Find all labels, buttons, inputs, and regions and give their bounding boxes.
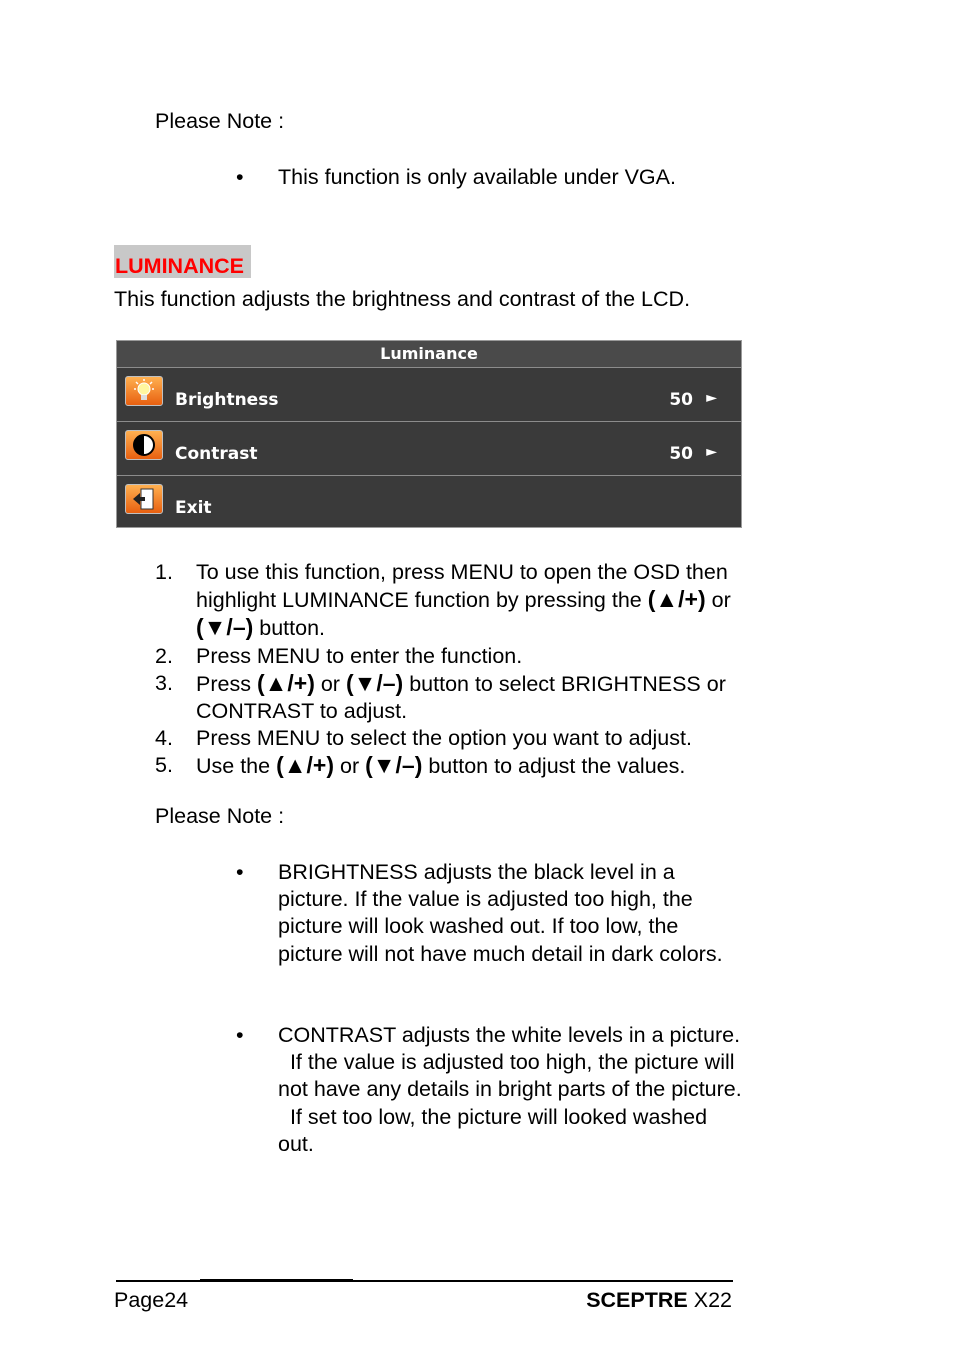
or-text: or [320,671,340,696]
bullet-dot: • [236,860,244,884]
step-number: 4. [155,726,173,751]
down-minus-key: (▼/–) [365,752,423,779]
up-plus-key: (▲/+) [647,586,706,613]
brightness-icon [125,376,163,406]
exit-icon [125,484,163,514]
step-text: button to select BRIGHTNESS or CONTRAST to adjust. [196,671,726,724]
step-text: button. [259,616,325,641]
step-text: Press MENU to enter the function. [196,643,523,668]
note-label-1: Please Note : [155,109,285,133]
brand-name: SCEPTRE [586,1288,688,1312]
step-number: 5. [155,753,173,778]
down-minus-key: (▼/–) [345,669,404,696]
model-name: X22 [693,1288,732,1312]
osd-label-brightness: Brightness [175,390,279,410]
step-text: Press MENU to select the option you want to adjust. [196,726,692,751]
up-plus-key: (▲/+) [256,669,315,696]
osd-title: Luminance [117,341,741,368]
step-4 [155,725,755,752]
section-description: This function adjusts the brightness and contrast of the LCD. [114,287,691,311]
bullet-text-contrast: CONTRAST adjusts the white levels in a picture. If the value is adjusted too high, the picture will not have any details in bright parts of the picture. If set too low, the picture will looked washed out. [278,1023,742,1156]
step-number: 1. [155,560,173,584]
steps-list [155,559,755,781]
up-plus-key: (▲/+) [276,752,334,779]
osd-row-exit[interactable] [117,476,741,527]
footer-divider-accent [200,1279,353,1282]
step-5 [155,752,755,780]
note-label-2: Please Note : [155,804,285,828]
bullet-dot: • [236,1023,244,1047]
osd-value-contrast: 50 [669,444,693,464]
osd-row-brightness[interactable] [117,368,741,422]
footer-brand [586,1288,732,1313]
or-text: or [711,588,731,613]
right-arrow-icon[interactable]: ► [706,390,717,406]
or-text: or [339,754,360,779]
bullet-text: This function is only available under VGA. [278,165,676,189]
step-1 [155,559,755,643]
right-arrow-icon[interactable]: ► [706,444,717,460]
step-number: 3. [155,670,173,695]
contrast-icon [125,430,163,460]
step-number: 2. [155,643,173,668]
osd-row-contrast[interactable] [117,422,741,476]
osd-value-brightness: 50 [669,390,693,410]
step-text: To use this function, press MENU to open the OSD then highlight LUMINANCE function by pressing the [196,560,728,613]
step-body [196,670,755,725]
step-text: Press [196,671,251,696]
bullet-text-brightness: BRIGHTNESS adjusts the black level in a picture. If the value is adjusted too high, the picture will look washed out. If too low, the picture will not have much detail in dark colors. [278,860,723,966]
osd-label-contrast: Contrast [175,444,258,464]
osd-menu [116,340,742,528]
section-title: LUMINANCE [114,245,251,278]
step-2 [155,643,755,670]
step-text: Use the [196,754,271,779]
page-number: Page24 [114,1288,189,1312]
osd-label-exit: Exit [175,498,212,518]
step-text: button to adjust the values. [428,754,686,779]
bullet-dot: • [236,165,244,189]
step-3 [155,670,755,725]
step-body [196,752,755,780]
down-minus-key: (▼/–) [196,614,254,641]
step-body [196,559,755,643]
